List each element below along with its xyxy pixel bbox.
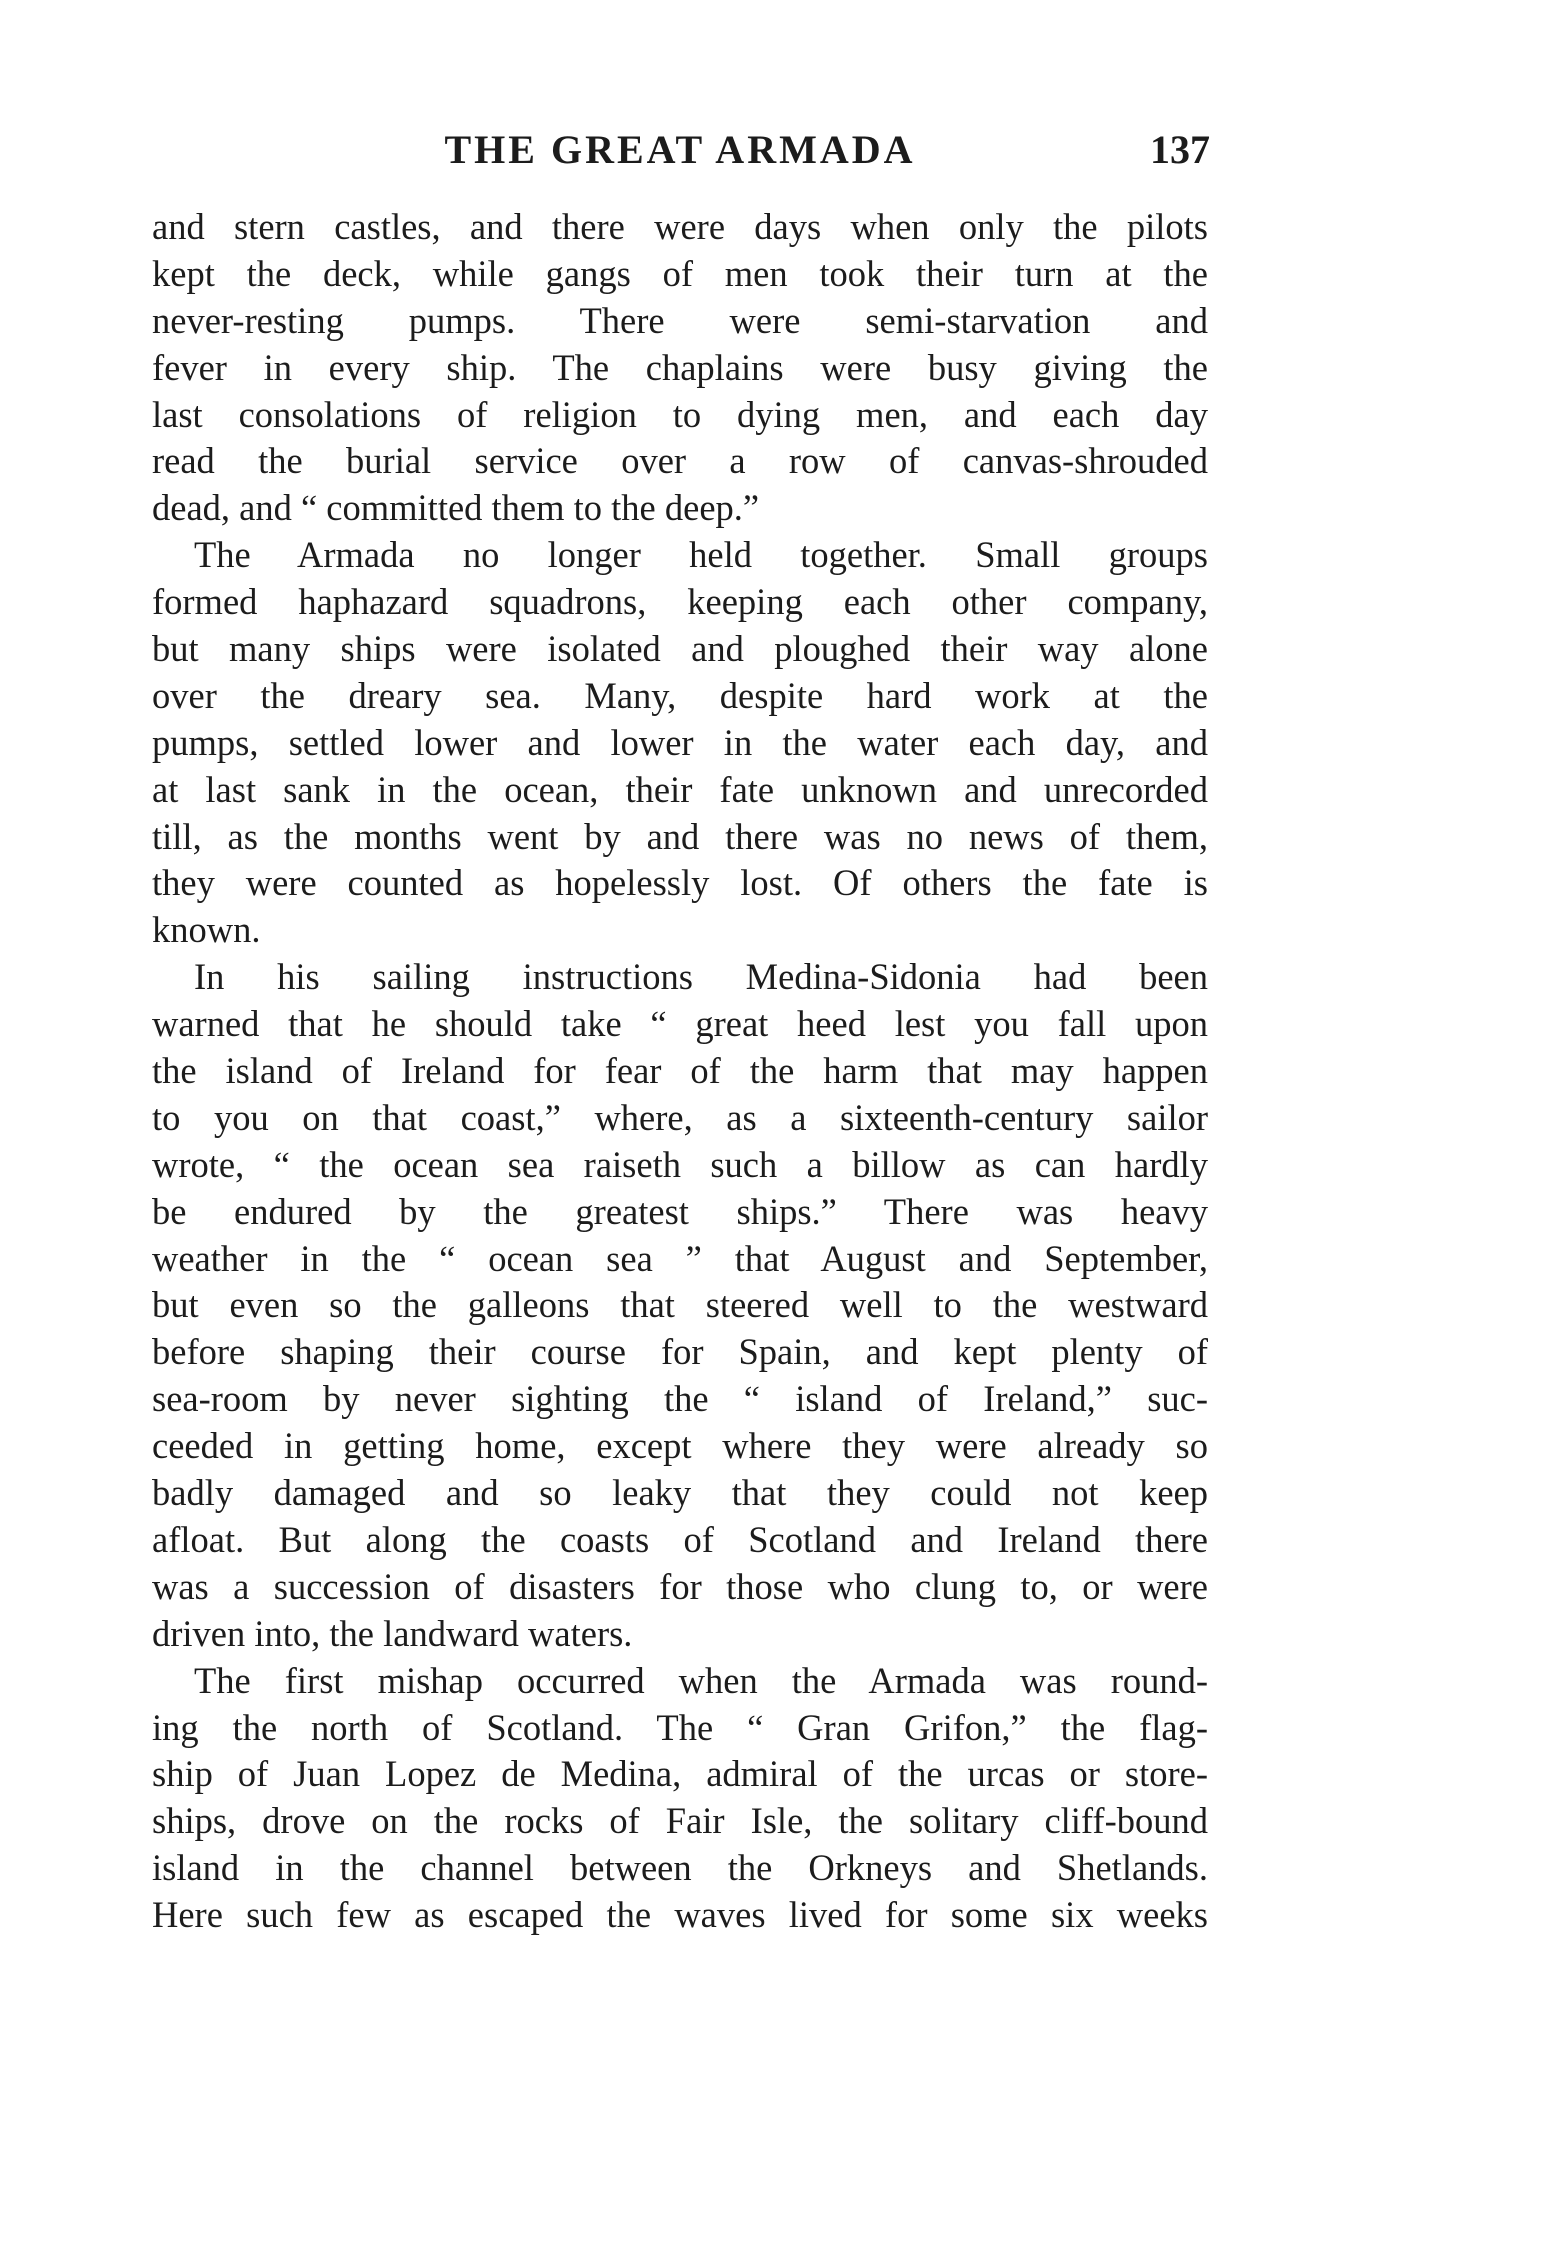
text-line: Here such few as escaped the waves lived for some six weeks [152,1894,1208,1936]
text-line: ships, drove on the rocks of Fair Isle, the solitary cliff-bound [152,1800,1208,1842]
text-line: but many ships were isolated and ploughed their way alone [152,628,1208,670]
text-line: The first mishap occurred when the Armada was round- [194,1659,1208,1701]
text-line: weather in the “ ocean sea ” that August and September, [152,1237,1208,1279]
text-line: till, as the months went by and there was no news of them, [152,815,1208,857]
text-line: The Armada no longer held together. Small groups [194,534,1208,576]
text-line: ship of Juan Lopez de Medina, admiral of the urcas or store- [152,1753,1208,1795]
text-line: ing the north of Scotland. The “ Gran Grifon,” the flag- [152,1706,1208,1748]
text-line: to you on that coast,” where, as a sixteenth-century sailor [152,1096,1208,1138]
text-line: badly damaged and so leaky that they could not keep [152,1472,1208,1514]
text-line: known. [152,909,261,951]
text-line: warned that he should take “ great heed lest you fall upon [152,1003,1208,1045]
text-line: sea-room by never sighting the “ island of Ireland,” suc- [152,1378,1208,1420]
text-line: island in the channel between the Orkneys and Shetlands. [152,1847,1208,1889]
text-line: ceeded in getting home, except where they were already so [152,1425,1208,1467]
text-line: never-resting pumps. There were semi-starvation and [152,299,1208,341]
body-text [152,204,1208,1939]
text-line: the island of Ireland for fear of the harm that may happen [152,1050,1208,1092]
text-line: driven into, the landward waters. [152,1612,633,1654]
text-line: before shaping their course for Spain, and kept plenty of [152,1331,1208,1373]
text-line: and stern castles, and there were days when only the pilots [152,206,1208,247]
text-line: afloat. But along the coasts of Scotland and Ireland there [152,1518,1208,1560]
text-line: was a succession of disasters for those who clung to, or were [152,1565,1208,1607]
text-line: read the burial service over a row of canvas-shrouded [152,440,1208,482]
text-line: but even so the galleons that steered well to the westward [152,1284,1208,1326]
running-head [150,126,1210,176]
text-line: pumps, settled lower and lower in the water each day, and [152,721,1208,763]
text-line: they were counted as hopelessly lost. Of others the fate is [152,862,1208,904]
running-title: THE GREAT ARMADA [444,127,916,172]
text-line: In his sailing instructions Medina-Sidonia had been [194,956,1208,998]
text-line: be endured by the greatest ships.” There was heavy [152,1190,1208,1232]
text-line: kept the deck, while gangs of men took their turn at the [152,252,1208,294]
text-line: last consolations of religion to dying men, and each day [152,393,1208,435]
text-line: fever in every ship. The chaplains were busy giving the [152,346,1208,388]
text-line: over the dreary sea. Many, despite hard work at the [152,674,1208,716]
text-line: dead, and “ committed them to the deep.” [152,487,760,529]
text-line: wrote, “ the ocean sea raiseth such a billow as can hardly [152,1143,1208,1185]
page-number: 137 [1150,127,1210,172]
text-line: formed haphazard squadrons, keeping each other company, [152,581,1208,623]
text-line: at last sank in the ocean, their fate unknown and unrecorded [152,768,1208,810]
